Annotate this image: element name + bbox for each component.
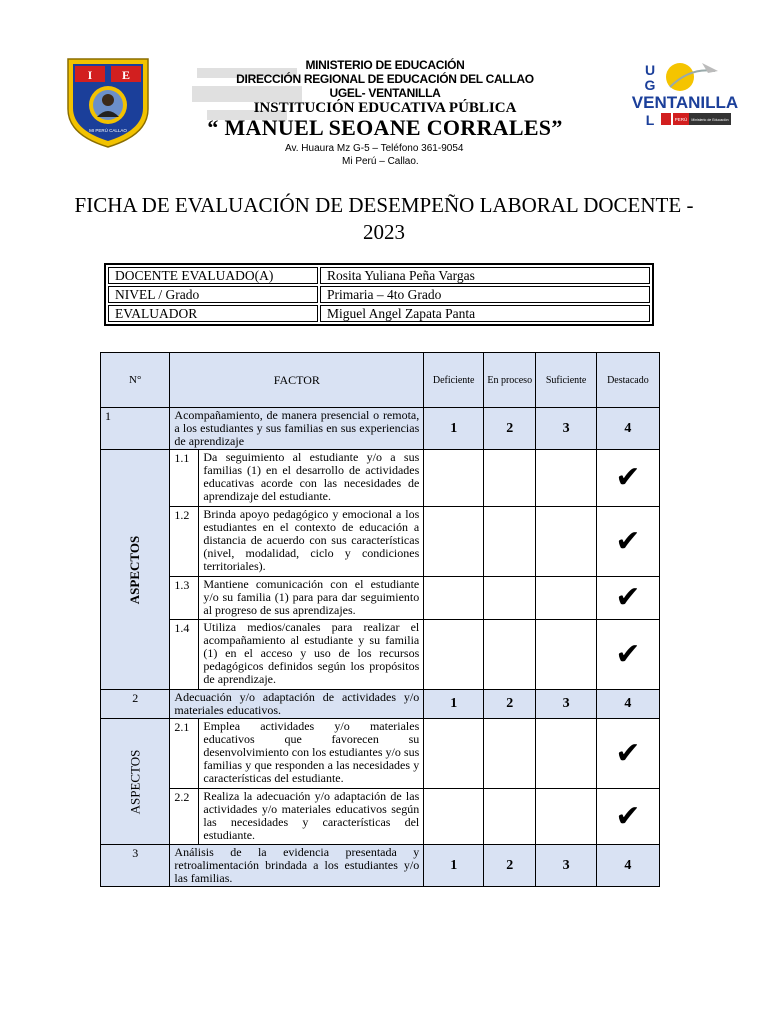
- ugel-logo-ministry: Ministerio de Educación: [691, 118, 729, 122]
- score-1: 1: [424, 845, 484, 887]
- info-value: Miguel Angel Zapata Panta: [320, 305, 650, 322]
- header-deficiente: Deficiente: [424, 353, 484, 408]
- ugel-logo-letter-l: L: [645, 112, 655, 128]
- factor-text: Acompañamiento, de manera presencial o remota, a los estudiantes y sus familias en sus experiencias de aprendizaje: [170, 408, 424, 450]
- check-icon: ✔: [596, 507, 659, 577]
- aspect-number: 1.3: [170, 577, 199, 620]
- evaluation-table: [100, 352, 660, 887]
- score-1: 1: [424, 408, 484, 450]
- header-factor: FACTOR: [170, 353, 424, 408]
- score-3: 3: [536, 690, 596, 719]
- aspect-text: Utiliza medios/canales para realizar el acompañamiento al estudiante y su familia (1) en el acceso y uso de los recursos pedagógicos definidos según los propósitos de aprendizaje.: [199, 620, 424, 690]
- score-4: 4: [596, 408, 659, 450]
- school-name: “ MANUEL SEOANE CORRALES”: [207, 115, 563, 140]
- shield-motto: MI PERÚ CALLAO: [89, 128, 127, 133]
- info-value: Primaria – 4to Grado: [320, 286, 650, 303]
- aspect-row: [101, 620, 660, 690]
- score-3: 3: [536, 408, 596, 450]
- ugel-logo-peru: PERÚ: [674, 117, 688, 122]
- score-3: 3: [536, 845, 596, 887]
- header-number: N°: [101, 353, 170, 408]
- info-label: NIVEL / Grado: [108, 286, 318, 303]
- factor-number: 1: [101, 408, 170, 450]
- info-row-evaluator: [108, 305, 650, 322]
- aspect-text: Mantiene comunicación con el estudiante y/o su familia (1) para para dar seguimiento al progreso de sus aprendizajes.: [199, 577, 424, 620]
- header-destacado: Destacado: [596, 353, 659, 408]
- score-2: 2: [484, 690, 536, 719]
- check-icon: ✔: [596, 789, 659, 845]
- institution-type-line: INSTITUCIÓN EDUCATIVA PÚBLICA: [253, 100, 517, 116]
- factor-number: 2: [101, 690, 170, 719]
- document-title: FICHA DE EVALUACIÓN DE DESEMPEÑO LABORAL DOCENTE - 2023: [74, 193, 694, 244]
- shield-letter-i: I: [87, 68, 93, 82]
- check-icon: ✔: [596, 577, 659, 620]
- letterhead: [0, 0, 768, 170]
- aspects-label: ASPECTOS: [101, 719, 170, 845]
- factor-number: 3: [101, 845, 170, 887]
- factor-row: [101, 408, 660, 450]
- info-row-level: [108, 286, 650, 303]
- aspect-row: [101, 577, 660, 620]
- check-icon: ✔: [596, 450, 659, 507]
- score-2: 2: [484, 408, 536, 450]
- factor-text: Análisis de la evidencia presentada y retroalimentación brindada a los estudiantes y/o las familias.: [170, 845, 424, 887]
- school-shield-logo: [66, 57, 150, 149]
- aspect-text: Emplea actividades y/o materiales educativos que favorecen su desenvolvimiento con los estudiantes y/o sus familias y que responden a las necesidades y características del estudiante.: [199, 719, 424, 789]
- aspect-number: 1.2: [170, 507, 199, 577]
- info-value: Rosita Yuliana Peña Vargas: [320, 267, 650, 284]
- aspects-label: ASPECTOS: [101, 450, 170, 690]
- aspect-text: Brinda apoyo pedagógico y emocional a los estudiantes en el contexto de educación a distancia de acuerdo con sus características (nivel, modalidad, ciclo y condiciones territoriales).: [199, 507, 424, 577]
- score-4: 4: [596, 690, 659, 719]
- check-icon: ✔: [596, 620, 659, 690]
- shield-letter-e: E: [121, 68, 131, 82]
- ugel-logo-name: VENTANILLA: [631, 93, 739, 112]
- aspect-row: [101, 789, 660, 845]
- aspect-row: [101, 507, 660, 577]
- info-label: EVALUADOR: [108, 305, 318, 322]
- score-1: 1: [424, 690, 484, 719]
- factor-text: Adecuación y/o adaptación de actividades y/o materiales educativos.: [170, 690, 424, 719]
- score-4: 4: [596, 845, 659, 887]
- letterhead-text: [200, 58, 570, 140]
- ministry-line: MINISTERIO DE EDUCACIÓN: [305, 58, 465, 72]
- table-header-row: [101, 353, 660, 408]
- factor-row: [101, 845, 660, 887]
- aspect-row: [101, 450, 660, 507]
- ugel-logo-letter-u: U: [644, 62, 656, 78]
- aspect-number: 1.1: [170, 450, 199, 507]
- check-icon: ✔: [596, 719, 659, 789]
- aspect-number: 2.2: [170, 789, 199, 845]
- address-line: Av. Huaura Mz G-5 – Teléfono 361-9054: [285, 143, 464, 154]
- ugel-logo-letter-g: G: [644, 77, 656, 93]
- factor-row: [101, 690, 660, 719]
- score-2: 2: [484, 845, 536, 887]
- header-en-proceso: En proceso: [484, 353, 536, 408]
- aspect-text: Realiza la adecuación y/o adaptación de las actividades y/o materiales educativos según las necesidades y características del estudiante.: [199, 789, 424, 845]
- aspect-row: [101, 719, 660, 789]
- ugel-ventanilla-logo: [630, 57, 740, 137]
- evaluation-info-table: [104, 263, 654, 326]
- aspect-number: 2.1: [170, 719, 199, 789]
- aspect-text: Da seguimiento al estudiante y/o a sus familias (1) en el desarrollo de actividades educativas acorde con las necesidades de aprendizaje del estudiante.: [199, 450, 424, 507]
- info-row-teacher: [108, 267, 650, 284]
- aspect-number: 1.4: [170, 620, 199, 690]
- header-suficiente: Suficiente: [536, 353, 596, 408]
- city-line: Mi Perú – Callao.: [342, 156, 419, 167]
- regional-direction-line: DIRECCIÓN REGIONAL DE EDUCACIÓN DEL CALLAO: [236, 72, 534, 86]
- ugel-line: UGEL- VENTANILLA: [329, 86, 441, 100]
- info-label: DOCENTE EVALUADO(A): [108, 267, 318, 284]
